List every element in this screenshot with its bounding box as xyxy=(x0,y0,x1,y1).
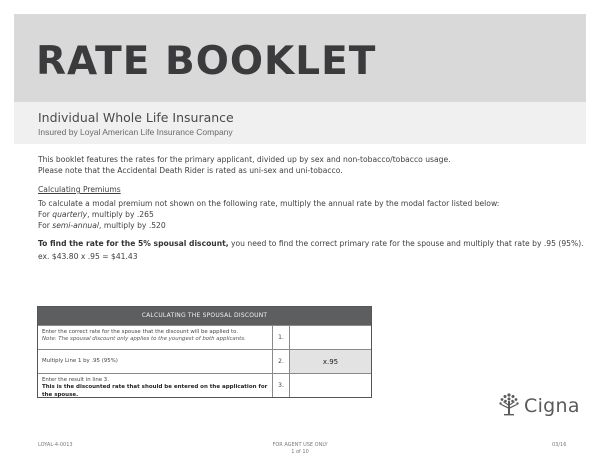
semiannual-factor xyxy=(38,222,166,230)
spousal-discount-table xyxy=(37,306,372,398)
form-code: LOYAL-4-0013 xyxy=(38,442,73,448)
semiannual-mode: semi-annual xyxy=(52,221,100,230)
cigna-logo xyxy=(498,392,580,420)
intro-line-2: Please note that the Accidental Death Rider is rated as uni-sex and uni-tobacco. xyxy=(38,166,343,175)
premiums-instruction: To calculate a modal premium not shown on the following rate, multiply the annual rate by the modal factor listed below: xyxy=(38,199,500,208)
table-row xyxy=(38,373,371,397)
row-1-number: 1. xyxy=(273,326,290,349)
row-description xyxy=(38,326,273,349)
row-description xyxy=(38,350,273,373)
row-1-note: Note: The spousal discount only applies to the youngest of both applicants. xyxy=(42,336,246,343)
quarterly-factor xyxy=(38,211,154,219)
page-title: RATE BOOKLET xyxy=(36,39,377,84)
quarterly-mode: quarterly xyxy=(52,210,88,219)
agent-notice: FOR AGENT USE ONLY xyxy=(272,442,328,448)
spousal-bold: To find the rate for the 5% spousal discount, xyxy=(38,239,229,248)
row-2-text: Multiply Line 1 by .95 (95%) xyxy=(42,357,118,364)
quarterly-prefix: For xyxy=(38,210,53,219)
spousal-rest: you need to find the correct primary rate for the spouse and multiply that rate by .95 (95%). xyxy=(228,239,584,248)
spousal-example: ex. $43.80 x .95 = $41.43 xyxy=(38,252,138,261)
intro-line-1: This booklet features the rates for the primary applicant, divided up by sex and non-tobacco/tobacco usage. xyxy=(38,155,451,164)
premiums-heading: Calculating Premiums xyxy=(38,185,121,194)
cigna-wordmark: Cigna xyxy=(524,395,580,417)
row-1-input-cell[interactable] xyxy=(290,326,371,349)
row-3-input-cell[interactable] xyxy=(290,374,371,397)
table-title: CALCULATING THE SPOUSAL DISCOUNT xyxy=(38,307,371,325)
row-2-number: 2. xyxy=(273,350,290,373)
footer-center xyxy=(0,442,600,455)
row-description xyxy=(38,374,273,397)
footer-date: 03/16 xyxy=(552,442,567,448)
title-banner xyxy=(14,14,586,102)
row-2-multiplier-cell: x.95 xyxy=(290,350,371,373)
row-3-text: Enter the result in line 3. xyxy=(42,377,109,383)
semiannual-prefix: For xyxy=(38,221,53,230)
quarterly-suffix: , multiply by .265 xyxy=(87,210,154,219)
page-number: 1 of 10 xyxy=(291,448,309,455)
table-row xyxy=(38,349,371,373)
row-3-note: This is the discounted rate that should be entered on the application for the spouse. xyxy=(42,384,268,398)
spousal-discount-note xyxy=(38,240,584,248)
insurer-name: Insured by Loyal American Life Insurance Company xyxy=(38,127,233,137)
row-3-number: 3. xyxy=(273,374,290,397)
table-row xyxy=(38,325,371,349)
product-name: Individual Whole Life Insurance xyxy=(38,110,234,125)
row-1-text: Enter the correct rate for the spouse that the discount will be applied to. xyxy=(42,329,239,335)
subheader-band xyxy=(14,102,586,144)
semiannual-suffix: , multiply by .520 xyxy=(99,221,166,230)
tree-of-life-icon xyxy=(498,392,520,420)
